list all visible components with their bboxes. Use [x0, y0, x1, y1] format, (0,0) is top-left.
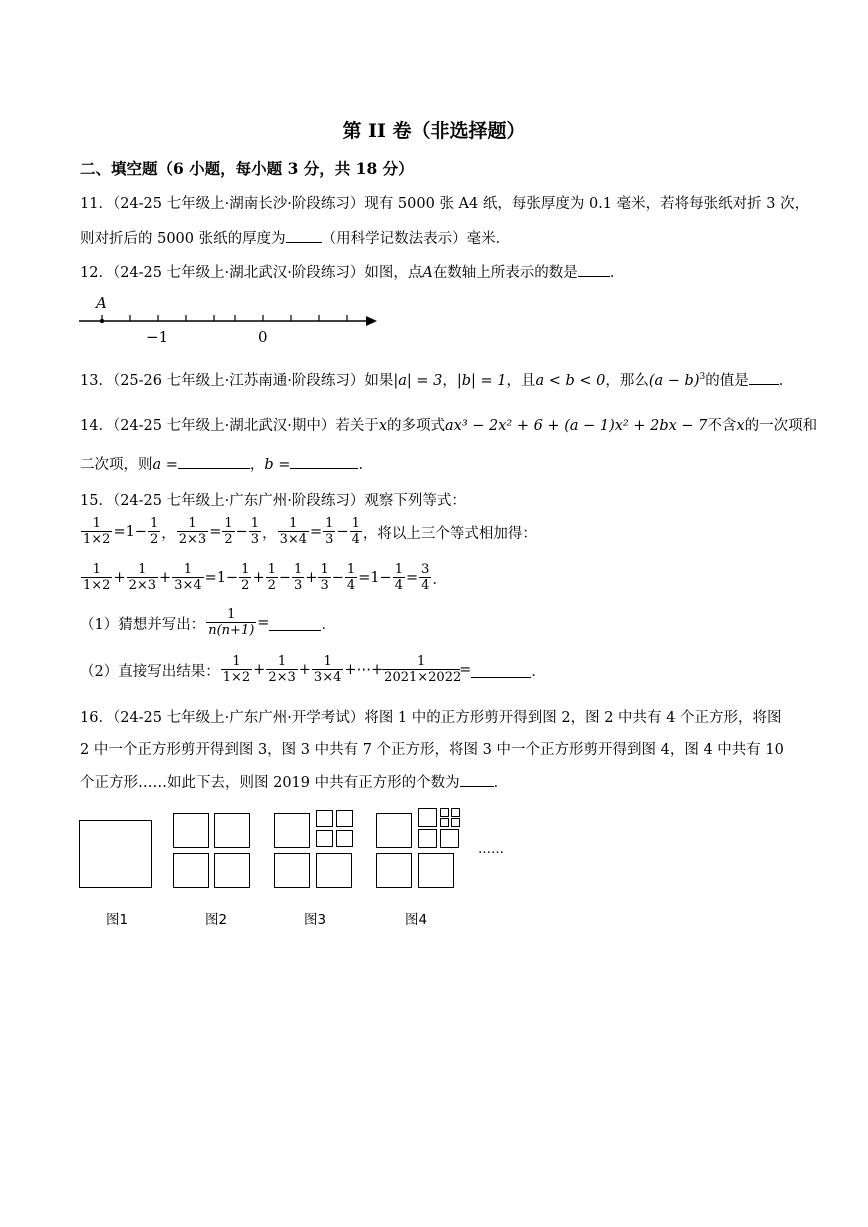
q13-cond-a: |a| = 3	[393, 373, 443, 389]
fig2-square	[214, 853, 250, 888]
fig2-square	[173, 813, 209, 848]
fig4-tiny-square	[440, 808, 449, 817]
figure-ellipsis: ……	[478, 842, 504, 857]
fig4-small-square	[418, 829, 437, 848]
q12-line	[80, 261, 624, 282]
q13-end: ．	[778, 373, 794, 389]
q12-text-b: 在数轴上所表示的数是	[432, 265, 578, 281]
q11-line2	[80, 227, 510, 248]
q13-cond-order: a < b < 0	[535, 373, 606, 389]
q14-text-a: 14．（24-25 七年级上·湖北武汉·期中）若关于	[80, 418, 379, 434]
q15-sum-row: $\frac{1}{1\times 2}$ + $\frac{1}{2\times 3}$ + $\frac{1}{3\times 4}$ =1− $\frac{1}{2}$ + $\frac{1}{2}$ − $\frac{1}{3}$ + $\frac{1}{3}$ − $\frac{1}{4}$ =1− $\frac{1}{4}$ = $\frac{3}{4}$ ．	[83, 562, 447, 593]
section-heading: 二、填空题（6 小题，每小题 3 分，共 18 分）	[80, 159, 414, 178]
q12-point: A	[422, 265, 433, 281]
q11-text-a: 则对折后的 5000 张纸的厚度为	[80, 231, 286, 247]
fig4-square	[418, 853, 454, 888]
q14-a-eq: a =	[152, 457, 178, 473]
fig4-tiny-square	[440, 818, 449, 827]
page-title: 第 II 卷（非选择题）	[342, 120, 526, 142]
q15-part2-label: （2）直接写出结果：	[80, 663, 220, 680]
q14-var-2: x	[736, 418, 745, 434]
q15-part1-blank[interactable]	[269, 616, 321, 631]
fig3-small-square	[316, 830, 333, 847]
fig3-small-square	[316, 810, 333, 827]
fig2-square	[214, 813, 250, 848]
q14-var: x	[378, 418, 388, 434]
q16-text: 个正方形……如此下去，则图 2019 中共有正方形的个数为	[80, 775, 460, 791]
q11-text-b: （用科学记数法表示）毫米．	[321, 231, 511, 247]
tick-label-zero: 0	[258, 328, 268, 346]
q16-answer-blank[interactable]	[460, 772, 494, 787]
q14-b-blank[interactable]	[290, 454, 358, 469]
q14-line2: 二次项，则a = ，b = ．	[80, 453, 373, 474]
q11-answer-blank[interactable]	[286, 228, 322, 243]
q14-polynomial: ax³ − 2x² + 6 + (a − 1)x² + 2bx − 7	[445, 418, 708, 434]
q12-text-a: 12．（24-25 七年级上·湖北武汉·阶段练习）如图，点	[80, 265, 423, 281]
q14-a-blank[interactable]	[178, 454, 250, 469]
q13-expr: (a − b)	[648, 373, 700, 389]
q14-text-c: 不含	[707, 418, 737, 434]
q15-part1-label: （1）猜想并写出：	[80, 616, 206, 633]
fig3-square	[274, 813, 310, 848]
q16-line2: 2 中一个正方形剪开得到图 3，图 3 中共有 7 个正方形，将图 3 中一个正方形剪开得到图 4，图 4 中共有 10	[80, 742, 784, 758]
q15-equations-row: $\frac{1}{1\times 2}$ =1− $\frac{1}{2}$ ， $\frac{1}{2\times 3}$ = $\frac{1}{2}$ − $\frac{1}{3}$ ， $\frac{1}{3\times 4}$ = $\frac{1}{3}$ − $\frac{1}{4}$ ，将以上三个等式相加得：	[83, 516, 537, 547]
q14-text-b: 的多项式	[387, 418, 446, 434]
fig4-tiny-square	[451, 808, 460, 817]
q13-exponent: 3	[699, 372, 706, 383]
fig1-square	[79, 820, 152, 888]
q14-line2-text: 二次项，则	[80, 457, 153, 473]
fig3-square	[274, 853, 310, 888]
q13-text-d: 的值是	[705, 373, 749, 389]
fig4-square	[376, 853, 412, 888]
fig3-small-square	[336, 830, 353, 847]
q12-end: ．	[609, 265, 625, 281]
fig4-square	[376, 813, 412, 848]
q16-end: ．	[493, 775, 509, 791]
q13-text-c: ，那么	[605, 373, 649, 389]
number-line-ticks	[102, 315, 347, 321]
q14-text-d: 的一次项和	[744, 418, 818, 434]
point-a-dot	[100, 319, 104, 323]
q13-text-a: 13．（25-26 七年级上·江苏南通·阶段练习）如果	[80, 373, 394, 389]
caption-fig1: 图1	[106, 912, 129, 928]
q15-part2: （2）直接写出结果： $\frac{1}{1\times 2}$ + $\frac{1}{2\times 3}$ + $\frac{1}{3\times 4}$ +⋯+ $\frac{1}{2021\times 2022}$ = ．	[80, 654, 546, 685]
q13-cond-b: |b| = 1	[456, 373, 507, 389]
fig3-square	[316, 853, 352, 888]
point-a-label: A	[96, 294, 107, 312]
fig4-small-square	[418, 808, 437, 827]
q14-end: ．	[358, 457, 373, 473]
q13-answer-blank[interactable]	[749, 370, 779, 385]
q14-line1	[80, 414, 817, 435]
q16-line1: 16．（24-25 七年级上·广东广州·开学考试）将图 1 中的正方形剪开得到图 2，图 2 中共有 4 个正方形，将图	[80, 710, 782, 726]
fig4-tiny-square	[451, 818, 460, 827]
fig2-square	[173, 853, 209, 888]
caption-fig4: 图4	[405, 912, 428, 928]
fig3-small-square	[336, 810, 353, 827]
fig4-small-square	[440, 829, 459, 848]
tick-label-minus-one: −1	[146, 328, 169, 346]
q14-b-eq: b =	[264, 457, 291, 473]
q15-general-denominator: n(n+1)	[208, 623, 255, 638]
q16-line3	[80, 771, 508, 792]
number-line	[74, 288, 384, 348]
q15-eq-tail: ，将以上三个等式相加得：	[362, 525, 537, 542]
q15-intro: 15．（24-25 七年级上·广东广州·阶段练习）观察下列等式：	[80, 493, 466, 509]
q13-line: 13．（25-26 七年级上·江苏南通·阶段练习）如果|a| = 3，|b| = 1，且a < b < 0，那么$(a - b)^3$的值是 ．	[80, 369, 793, 390]
q15-part1: （1）猜想并写出： $\frac{1}{n(n+1)}$ = ．	[80, 607, 336, 638]
caption-fig3: 图3	[304, 912, 327, 928]
q15-last-denominator: 2021×2022	[384, 670, 462, 685]
q11-line1: 11．（24-25 七年级上·湖南长沙·阶段练习）现有 5000 张 A4 纸，每张厚度为 0.1 毫米，若将每张纸对折 3 次，	[80, 196, 810, 212]
caption-fig2: 图2	[205, 912, 228, 928]
q13-text-b: ，且	[506, 373, 536, 389]
number-line-arrow	[366, 316, 377, 326]
q15-part2-blank[interactable]	[471, 663, 531, 678]
q12-answer-blank[interactable]	[578, 262, 610, 277]
